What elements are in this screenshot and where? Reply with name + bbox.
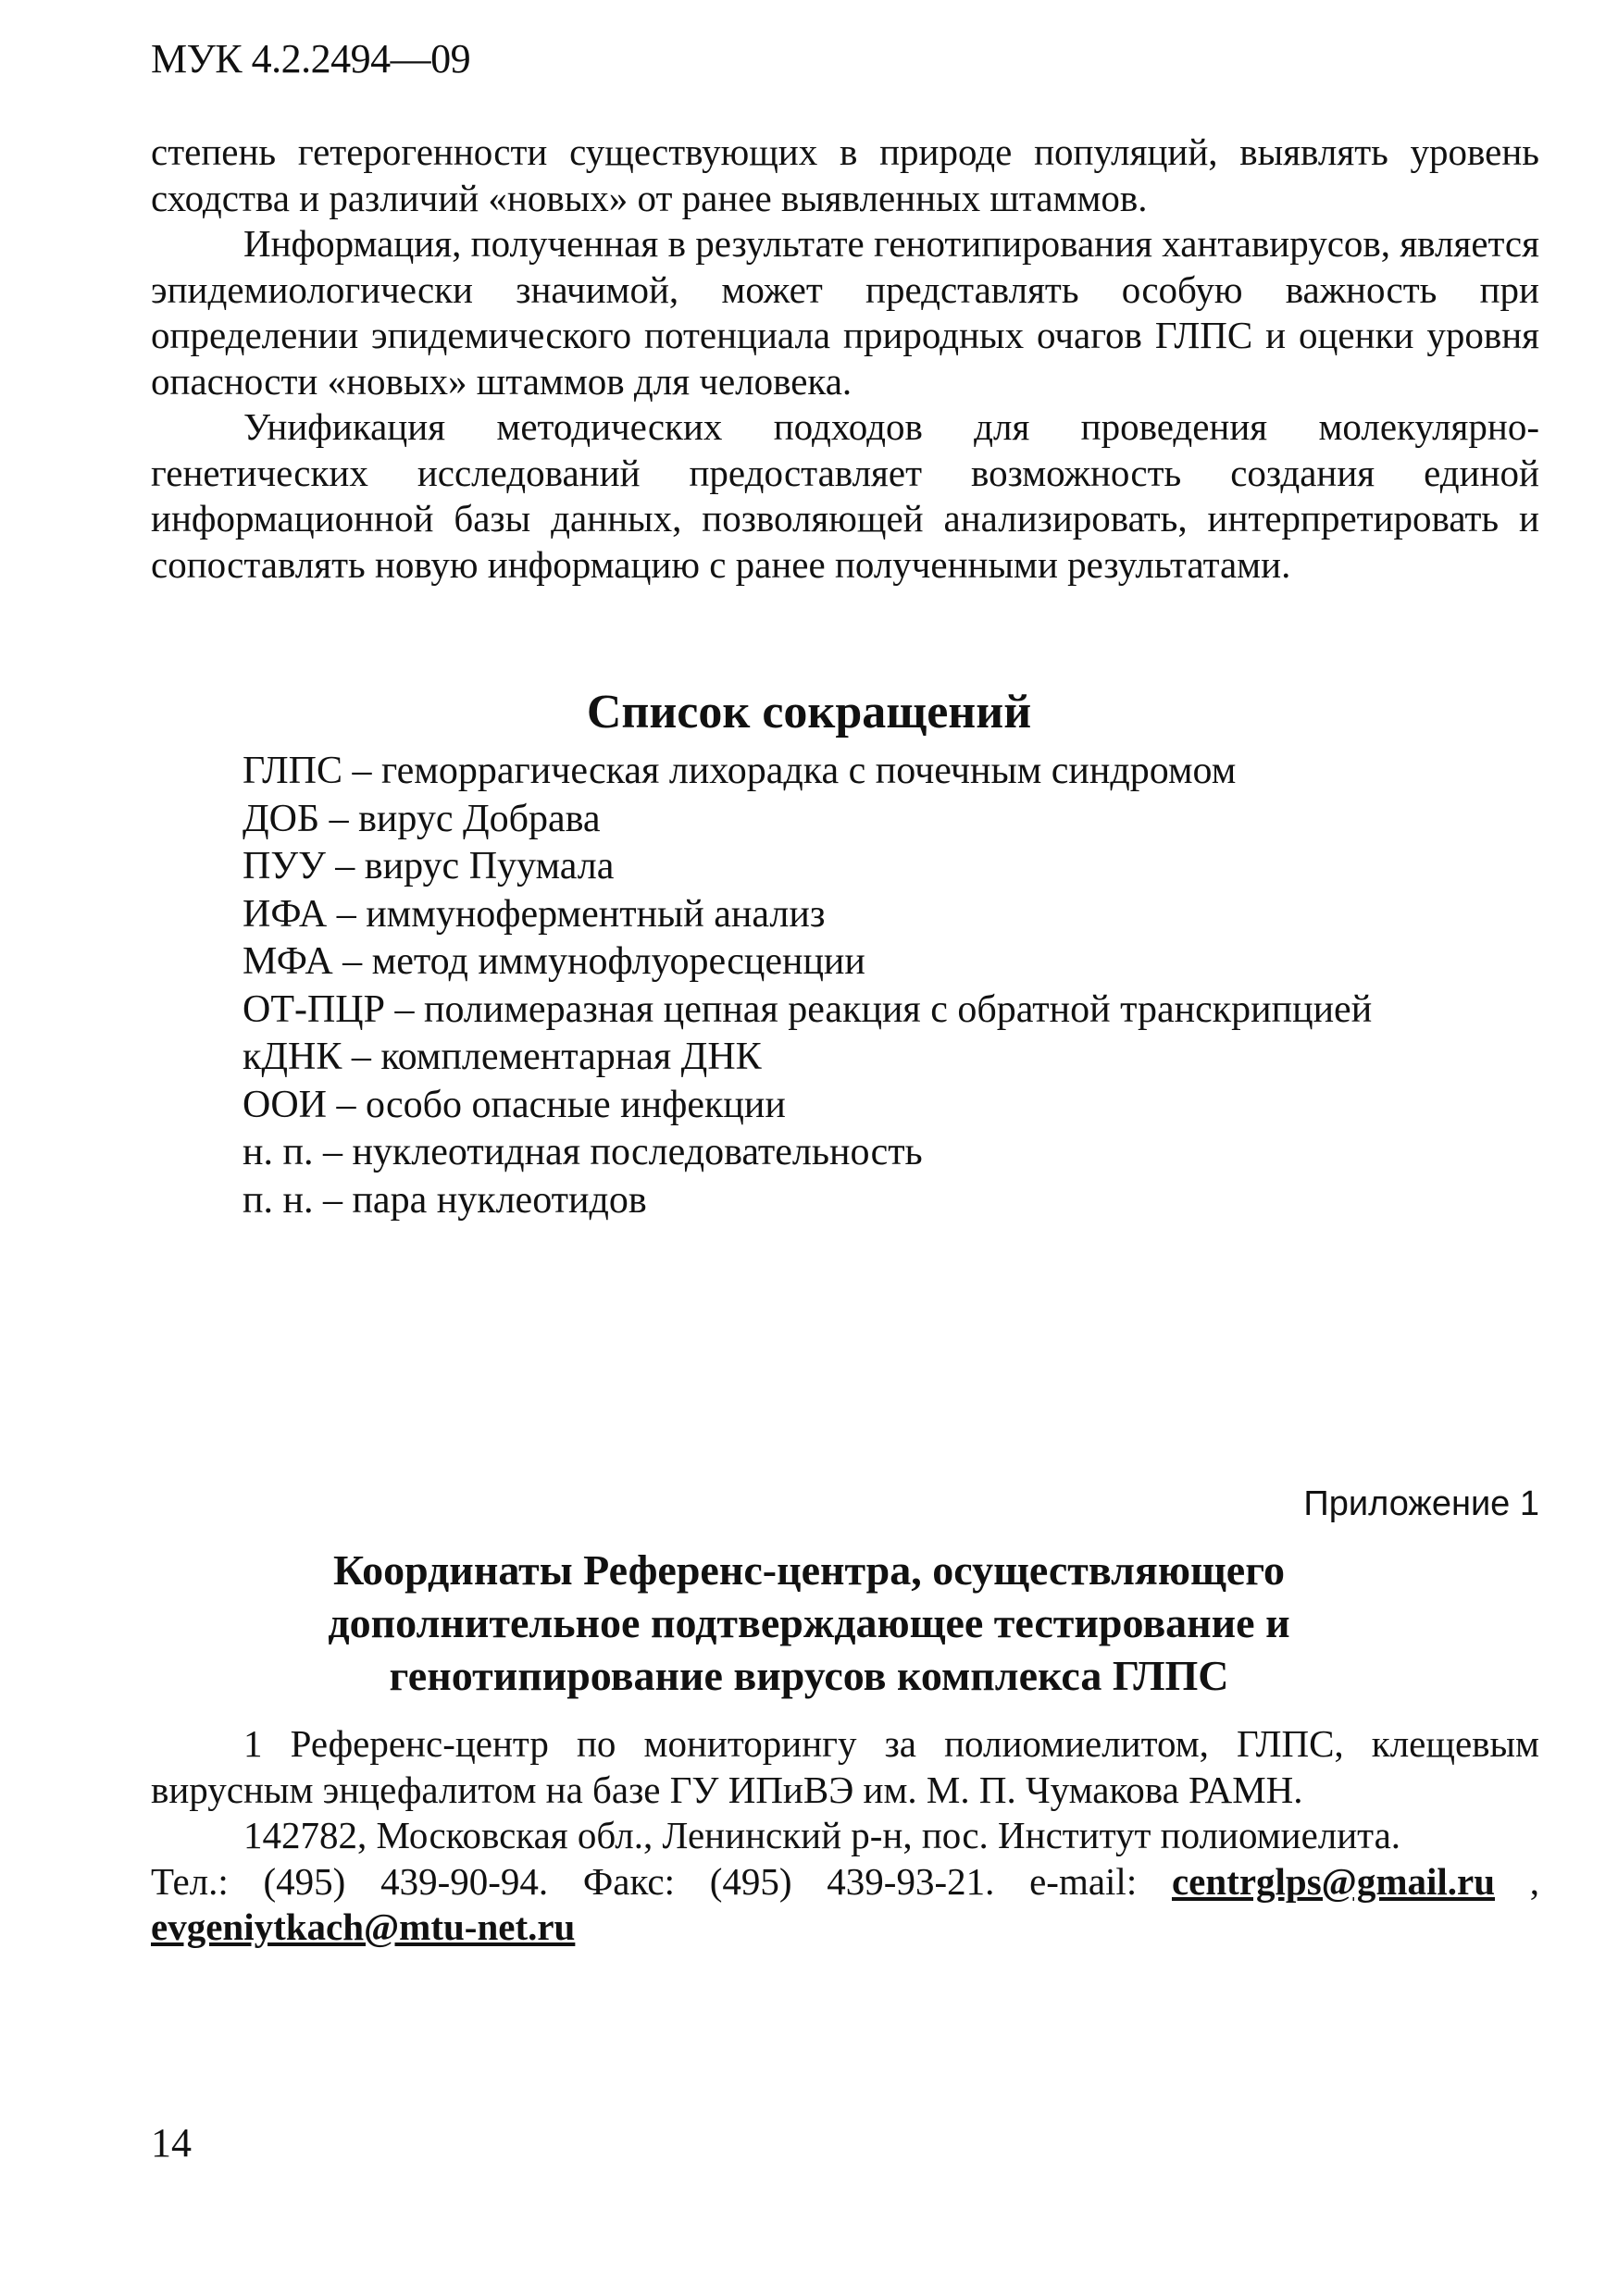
- appendix-title-line: Координаты Референс-центра, осуществляющего: [333, 1546, 1285, 1594]
- appendix-title-line: генотипирование вирусов комплекса ГЛПС: [389, 1652, 1229, 1699]
- abbreviation-item: МФА – метод иммунофлуоресценции: [243, 940, 865, 983]
- phone-fax-text: Тел.: (495) 439-90-94. Факс: (495) 439-93-21. e-mail:: [151, 1859, 1138, 1903]
- intro-paragraph-genotyping: Информация, полученная в результате генотипирования хантавирусов, является эпидемиологически значимой, может представлять особую важность при определении эпидемического потенциала природных очагов ГЛПС и оценки уровня опасности «новых» штаммов для человека.: [151, 222, 1539, 403]
- email-separator: ,: [1495, 1859, 1540, 1903]
- abbreviation-item: ПУУ – вирус Пуумала: [243, 845, 615, 887]
- email-link-centrglps[interactable]: centrglps@gmail.ru: [1171, 1859, 1496, 1903]
- page-number: 14: [151, 2120, 192, 2166]
- abbreviation-item: н. п. – нуклеотидная последовательность: [243, 1131, 923, 1173]
- abbreviation-item: п. н. – пара нуклеотидов: [243, 1178, 647, 1222]
- intro-section: [151, 130, 1539, 588]
- abbreviations-title: Список сокращений: [586, 686, 1032, 738]
- abbreviations-list: [243, 748, 1372, 1224]
- intro-paragraph-unification: Унификация методических подходов для проведения молекулярно-генетических исследований предоставляет возможность создания единой информационной базы данных, позволяющей анализировать, интерпретировать и сопоставлять новую информацию с ранее полученными результатами.: [151, 405, 1539, 586]
- abbreviation-item: ОТ-ПЦР – полимеразная цепная реакция с обратной транскрипцией: [243, 987, 1373, 1031]
- abbreviation-item: ИФА – иммуноферментный анализ: [243, 892, 826, 936]
- abbreviation-item: ДОБ – вирус Добрава: [243, 797, 601, 840]
- appendix-title: [0, 1544, 1618, 1702]
- reference-center-address: 142782, Московская обл., Ленинский р-н, пос. Институт полиомиелита.: [243, 1814, 1401, 1856]
- reference-center-contacts: [151, 1859, 1539, 1951]
- email-link-evgeniytkach[interactable]: evgeniytkach@mtu-net.ru: [151, 1905, 576, 1948]
- appendix-label: Приложение 1: [1303, 1484, 1539, 1523]
- reference-center-section: [151, 1721, 1539, 1951]
- abbreviation-item: кДНК – комплементарная ДНК: [243, 1036, 762, 1078]
- abbreviation-item: ГЛПС – геморрагическая лихорадка с почечным синдромом: [243, 750, 1237, 792]
- abbreviation-item: ООИ – особо опасные инфекции: [243, 1083, 786, 1126]
- intro-paragraph-continuation: степень гетерогенности существующих в природе популяций, выявлять уровень сходства и различий «новых» от ранее выявленных штаммов.: [151, 130, 1539, 219]
- appendix-title-line: дополнительное подтверждающее тестирование и: [328, 1599, 1290, 1646]
- reference-center-description: 1 Референс-центр по мониторингу за полиомиелитом, ГЛПС, клещевым вирусным энцефалитом на базе ГУ ИПиВЭ им. М. П. Чумакова РАМН.: [151, 1722, 1539, 1811]
- document-code-header: МУК 4.2.2494—09: [151, 36, 471, 81]
